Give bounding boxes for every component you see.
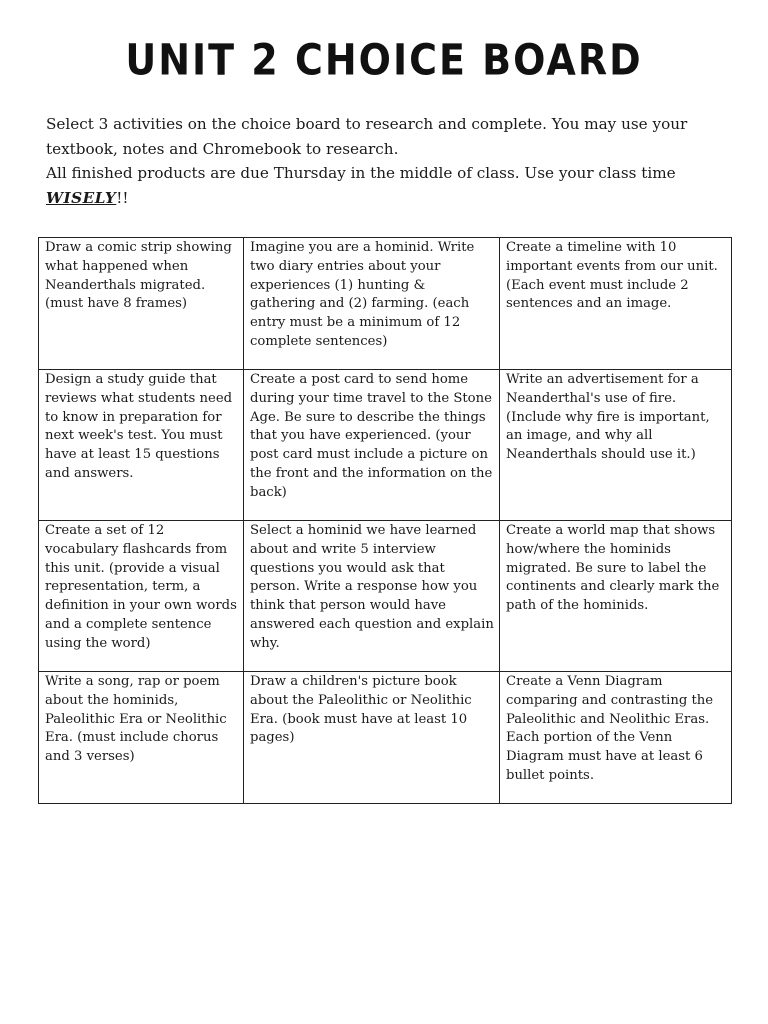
activity-cell: Create a post card to send home during your time travel to the Stone Age. Be sure to describe the things that you have experienced. (your post card must include a picture on the front and the information on the back) xyxy=(244,370,500,521)
activity-cell: Draw a children's picture book about the Paleolithic or Neolithic Era. (book must have at least 10 pages) xyxy=(244,672,500,804)
table-row xyxy=(39,672,732,804)
instructions-exclamation: !! xyxy=(116,188,129,207)
instructions-due-text: All finished products are due Thursday in the middle of class. Use your class time xyxy=(46,164,676,182)
instructions xyxy=(46,112,736,210)
wisely-emphasis: WISELY xyxy=(46,188,117,207)
activity-cell: Create a timeline with 10 important events from our unit. (Each event must include 2 sentences and an image. xyxy=(500,238,732,370)
instructions-line-2 xyxy=(46,161,736,210)
activity-cell: Write an advertisement for a Neanderthal's use of fire. (Include why fire is important, an image, and why all Neanderthals should use it.) xyxy=(500,370,732,521)
activity-cell: Create a set of 12 vocabulary flashcards from this unit. (provide a visual representation, term, a definition in your own words and a complete sentence using the word) xyxy=(39,521,244,672)
page-title: UNIT 2 CHOICE BOARD xyxy=(125,35,643,85)
activity-cell: Write a song, rap or poem about the hominids, Paleolithic Era or Neolithic Era. (must include chorus and 3 verses) xyxy=(39,672,244,804)
activity-cell: Select a hominid we have learned about and write 5 interview questions you would ask that person. Write a response how you think that person would have answered each question and explain why. xyxy=(244,521,500,672)
instructions-line-1: Select 3 activities on the choice board to research and complete. You may use your textbook, notes and Chromebook to research. xyxy=(46,115,688,158)
activity-cell: Create a Venn Diagram comparing and contrasting the Paleolithic and Neolithic Eras. Each portion of the Venn Diagram must have at least 6 bullet points. xyxy=(500,672,732,804)
activity-cell: Imagine you are a hominid. Write two diary entries about your experiences (1) hunting & gathering and (2) farming. (each entry must be a minimum of 12 complete sentences) xyxy=(244,238,500,370)
table-row xyxy=(39,521,732,672)
activity-cell: Create a world map that shows how/where the hominids migrated. Be sure to label the continents and clearly mark the path of the hominids. xyxy=(500,521,732,672)
table-row xyxy=(39,238,732,370)
choice-board-table xyxy=(38,237,732,804)
table-row xyxy=(39,370,732,521)
activity-cell: Draw a comic strip showing what happened when Neanderthals migrated. (must have 8 frames) xyxy=(39,238,244,370)
activity-cell: Design a study guide that reviews what students need to know in preparation for next week's test. You must have at least 15 questions and answers. xyxy=(39,370,244,521)
